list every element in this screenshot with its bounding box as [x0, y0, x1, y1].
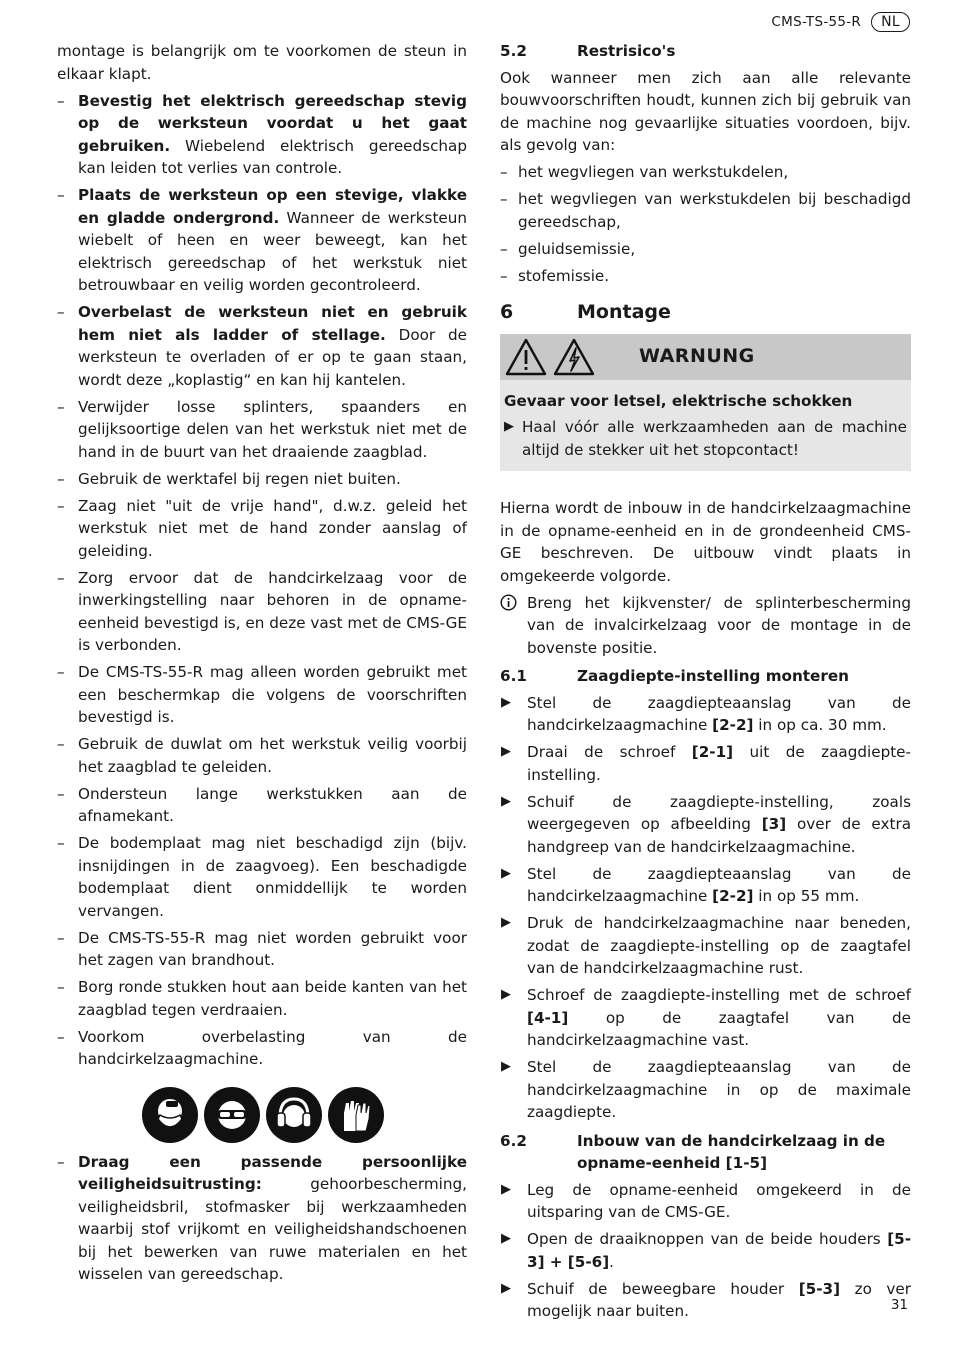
arrow-bullet-icon: ▶ [501, 793, 511, 809]
risk-item-text: geluidsemissie, [518, 239, 636, 258]
step-text: Schuif de zaagdiepte-instelling, zoals weergegeven op afbeelding [527, 792, 911, 833]
safety-item-text: De CMS-TS-55-R mag niet worden gebruikt voor het zagen van brandhout. [78, 928, 467, 969]
risk-item-text: het wegvliegen van werkstukdelen, [518, 163, 789, 181]
safety-item-text: Ondersteun lange werkstukken aan de afnamekant. [78, 784, 467, 825]
instruction-step [500, 1278, 911, 1323]
safety-item: – Overbelast de werksteun niet en gebruik hem niet als ladder of stellage. Door de werksteun te overladen of er op te gaan staan, wordt deze „koplastig“ en kan hij kantelen. [57, 303, 467, 389]
figure-reference: [5-3] [798, 1279, 841, 1298]
warning-header [500, 334, 911, 380]
safety-item: – De bodemplaat mag niet beschadigd zijn (bijv. insnijdingen in de zaagvoeg). Een beschadigde bodemplaat dient onmiddellijk te worden vervangen. [57, 834, 467, 920]
safety-item: – De CMS-TS-55-R mag alleen worden gebruikt met een beschermkap die volgens de voorschriften bevestigd is. [57, 663, 467, 726]
safety-item-text: Zorg ervoor dat de handcirkelzaag voor de inwerkingstelling naar behoren in de opname-eenheid bevestigd is, en deze vast met de CMS-GE is verbonden. [78, 568, 467, 654]
step-text: Stel de zaagdiepteaanslag van de handcirkelzaagmachine [527, 693, 911, 734]
instruction-step [500, 1179, 911, 1224]
risk-item: – geluidsemissie, [500, 239, 636, 258]
step-text: Draai de schroef [527, 743, 692, 761]
figure-reference: [3] [761, 815, 787, 833]
safety-item-text: Wanneer de werksteun wiebelt of heen en weer beweegt, kan het elektrisch gereedschap of het werkstuk niet betrouwbaar en veilig worden gecontroleerd. [78, 208, 467, 294]
safety-item: – Ondersteun lange werkstukken aan de afnamekant. [57, 784, 467, 825]
arrow-bullet-icon: ▶ [501, 915, 511, 930]
arrow-bullet-icon: ▶ [501, 1059, 511, 1074]
safety-item: – Borg ronde stukken hout aan beide kanten van het zaagblad tegen verdraaien. [57, 978, 467, 1019]
arrow-bullet-icon: ▶ [501, 865, 511, 881]
instruction-step [500, 863, 911, 908]
safety-item-text: De bodemplaat mag niet beschadigd zijn (bijv. insnijdingen in de zaagvoeg). Een beschadigde bodemplaat dient onmiddellijk te worden vervangen. [78, 834, 467, 920]
arrow-bullet-icon: ▶ [501, 694, 511, 710]
instruction-step [500, 1056, 911, 1124]
warning-subtitle: Gevaar voor letsel, elektrische schokken [504, 391, 853, 410]
safety-item-text: De CMS-TS-55-R mag alleen worden gebruikt met een beschermkap die volgens de voorschriften bevestigd is. [78, 663, 467, 726]
section-6-1-steps [500, 692, 911, 1124]
ppe-item-text: gehoorbescherming, veiligheidsbril, stofmasker bij werkzaamheden waarbij stof vrijkomt en veiligheidshandschoenen bij het bewerken van ruwe materialen en het wisselen van gereedschap. [78, 1175, 467, 1283]
language-badge: NL [871, 12, 910, 32]
step-text: Stel de zaagdiepteaanslag van de handcirkelzaagmachine [527, 864, 911, 905]
risk-item-text: stofemissie. [518, 266, 610, 285]
ppe-item-bold: Draag een passende persoonlijke veiligheidsuitrusting: [78, 1152, 467, 1193]
safety-item: – Zorg ervoor dat de handcirkelzaag voor de inwerkingstelling naar behoren in de opname-eenheid bevestigd is, en deze vast met de CMS-GE is verbonden. [57, 568, 467, 654]
instruction-step [500, 1228, 911, 1273]
step-text-end: in op ca. 30 mm. [753, 716, 887, 734]
risk-item: – het wegvliegen van werkstukdelen bij beschadigd gereedschap, [500, 190, 911, 231]
safety-item-text: Door de werksteun te overladen of er op te gaan staan, wordt deze „koplastig“ en kan hij kantelen. [78, 325, 467, 389]
figure-reference: [2-2] [712, 716, 754, 734]
step-text-end: zo ver mogelijk naar buiten. [527, 1279, 911, 1320]
section-6-2-steps [500, 1179, 911, 1323]
safety-list [57, 90, 467, 1071]
warning-box [500, 334, 911, 472]
info-note: Breng het kijkvenster/ de splinterbescherming van de invalcirkelzaag voor de montage in de bovenste positie. [500, 592, 911, 660]
safety-item: – Gebruik de werktafel bij regen niet buiten. [57, 469, 401, 488]
ppe-pictograms [142, 1087, 467, 1143]
ear-protection-icon [266, 1087, 322, 1143]
model-name: CMS-TS-55-R [771, 14, 862, 30]
step-text: Druk de handcirkelzaagmachine naar beneden, zodat de zaagdiepte-instelling op de zaagtafel van de handcirkelzaagmachine rust. [527, 914, 911, 977]
section-6-2-heading: 6.2 Inbouw van de handcirkelzaag in de opname-eenheid [1-5] [500, 1131, 886, 1172]
step-text-end: op de zaagtafel van de handcirkelzaagmachine vast. [527, 1008, 911, 1049]
safety-item: – Gebruik de duwlat om het werkstuk veilig voorbij het zaagblad te geleiden. [57, 735, 467, 776]
figure-reference: [2-2] [712, 887, 754, 905]
left-column [57, 40, 467, 1290]
section-5-2-text: Ook wanneer men zich aan alle relevante bouwvoorschriften houdt, kunnen zich bij gebruik van de machine nog gevaarlijke situaties voordoen, bijv. als gevolg van: [500, 68, 911, 154]
safety-item: – Zaag niet "uit de vrije hand", d.w.z. geleid het werkstuk niet met de hand zonder aanslag of geleiding. [57, 496, 467, 560]
figure-reference: [4-1] [527, 1008, 569, 1027]
arrow-bullet-icon: ▶ [501, 987, 511, 1002]
ppe-item: – Draag een passende persoonlijke veiligheidsuitrusting: gehoorbescherming, veiligheidsbril, stofmasker bij werkzaamheden waarbij stof vrijkomt en veiligheidshandschoenen bij het bewerken van ruwe materialen en het wisselen van gereedschap. [57, 1152, 467, 1283]
gloves-icon [328, 1087, 384, 1143]
arrow-bullet-icon: ▶ [504, 419, 514, 434]
risk-item: – het wegvliegen van werkstukdelen, [500, 163, 789, 181]
arrow-bullet-icon: ▶ [501, 1280, 511, 1296]
safety-item-bold: Plaats de werksteun op een stevige, vlakke en gladde ondergrond. [78, 186, 467, 227]
safety-item-text: Voorkom overbelasting van de handcirkelzaagmachine. [78, 1027, 467, 1068]
safety-item: – De CMS-TS-55-R mag niet worden gebruikt voor het zagen van brandhout. [57, 928, 467, 969]
safety-item-text: Zaag niet "uit de vrije hand", d.w.z. geleid het werkstuk niet met de hand zonder aanslag of geleiding. [78, 496, 467, 560]
safety-item-text: Gebruik de werktafel bij regen niet buiten. [78, 469, 401, 488]
info-icon [500, 594, 517, 618]
section-6-text: Hierna wordt de inbouw in de handcirkelzaagmachine in de opname-eenheid en in de grondeenheid CMS-GE beschreven. De uitbouw vindt plaats in omgekeerde volgorde. [500, 499, 911, 585]
step-text-end: over de extra handgreep van de handcirkelzaagmachine. [527, 815, 911, 856]
page-number: 31 [890, 1297, 908, 1313]
instruction-step [500, 912, 911, 980]
risk-item-text: het wegvliegen van werkstukdelen bij beschadigd gereedschap, [518, 190, 911, 231]
step-text: Open de draaiknoppen van de beide houders [527, 1230, 888, 1248]
section-5-2-heading: 5.2 Restrisico's [500, 42, 676, 60]
warning-title: WARNUNG [639, 345, 755, 368]
figure-reference: [2-1] [691, 743, 734, 761]
step-text-end: in op 55 mm. [753, 887, 860, 905]
step-text: Leg de opname-eenheid omgekeerd in de uitsparing van de CMS-GE. [527, 1180, 911, 1221]
safety-item-text: Borg ronde stukken hout aan beide kanten van het zaagblad tegen verdraaien. [78, 978, 467, 1019]
safety-item: – Verwijder losse splinters, spaanders en gelijksoortige delen van het werkstuk niet met de hand in de buurt van het draaiende zaagblad. [57, 397, 467, 461]
safety-item-text: Gebruik de duwlat om het werkstuk veilig voorbij het zaagblad te geleiden. [78, 735, 467, 776]
warning-triangle-icon [505, 338, 547, 376]
safety-item: – Voorkom overbelasting van de handcirkelzaagmachine. [57, 1027, 467, 1068]
figure-reference: [5-3] + [5-6] [527, 1230, 911, 1271]
instruction-step [500, 984, 911, 1052]
step-text: Schuif de beweegbare houder [527, 1279, 799, 1298]
risk-item: – stofemissie. [500, 266, 610, 285]
page-header [771, 12, 910, 32]
safety-item: – Bevestig het elektrisch gereedschap stevig op de werksteun voordat u het gaat gebruiken. Wiebelend elektrisch gereedschap kan leiden tot verlies van controle. [57, 91, 467, 177]
instruction-step [500, 791, 911, 859]
risk-list [500, 161, 911, 287]
instruction-step [500, 692, 911, 737]
safety-goggles-icon [204, 1087, 260, 1143]
arrow-bullet-icon: ▶ [501, 744, 511, 759]
arrow-bullet-icon: ▶ [501, 1181, 511, 1197]
step-text: Stel de zaagdiepteaanslag van de handcirkelzaagmachine in op de maximale zaagdiepte. [527, 1058, 911, 1121]
right-column [500, 40, 911, 1327]
safety-item-text: Verwijder losse splinters, spaanders en gelijksoortige delen van het werkstuk niet met de hand in de buurt van het draaiende zaagblad. [78, 397, 467, 461]
dust-mask-icon [142, 1087, 198, 1143]
safety-item-text: Wiebelend elektrisch gereedschap kan leiden tot verlies van controle. [78, 136, 467, 177]
step-text-end: uit de zaagdiepte-instelling. [527, 743, 911, 784]
step-text-end: . [609, 1252, 614, 1271]
safety-item: – Plaats de werksteun op een stevige, vlakke en gladde ondergrond. Wanneer de werksteun wiebelt of heen en weer beweegt, kan het elektrisch gereedschap of het werkstuk niet betrouwbaar en veilig worden gecontroleerd. [57, 186, 467, 294]
arrow-bullet-icon: ▶ [501, 1231, 511, 1246]
safety-item-bold: Overbelast de werksteun niet en gebruik hem niet als ladder of stellage. [78, 303, 467, 344]
intro-text: montage is belangrijk om te voorkomen de steun in elkaar klapt. [57, 42, 467, 83]
instruction-step [500, 741, 911, 786]
section-6-heading: 6 Montage [500, 301, 671, 323]
electric-shock-icon [553, 338, 595, 376]
warning-instruction: ▶ Haal vóór alle werkzaamheden aan de machine altijd de stekker uit het stopcontact! [504, 418, 907, 459]
step-text: Schroef de zaagdiepte-instelling met de schroef [527, 986, 911, 1004]
safety-item-bold: Bevestig het elektrisch gereedschap stevig op de werksteun voordat u het gaat gebruiken. [78, 91, 467, 155]
section-6-1-heading: 6.1 Zaagdiepte-instelling monteren [500, 667, 849, 685]
